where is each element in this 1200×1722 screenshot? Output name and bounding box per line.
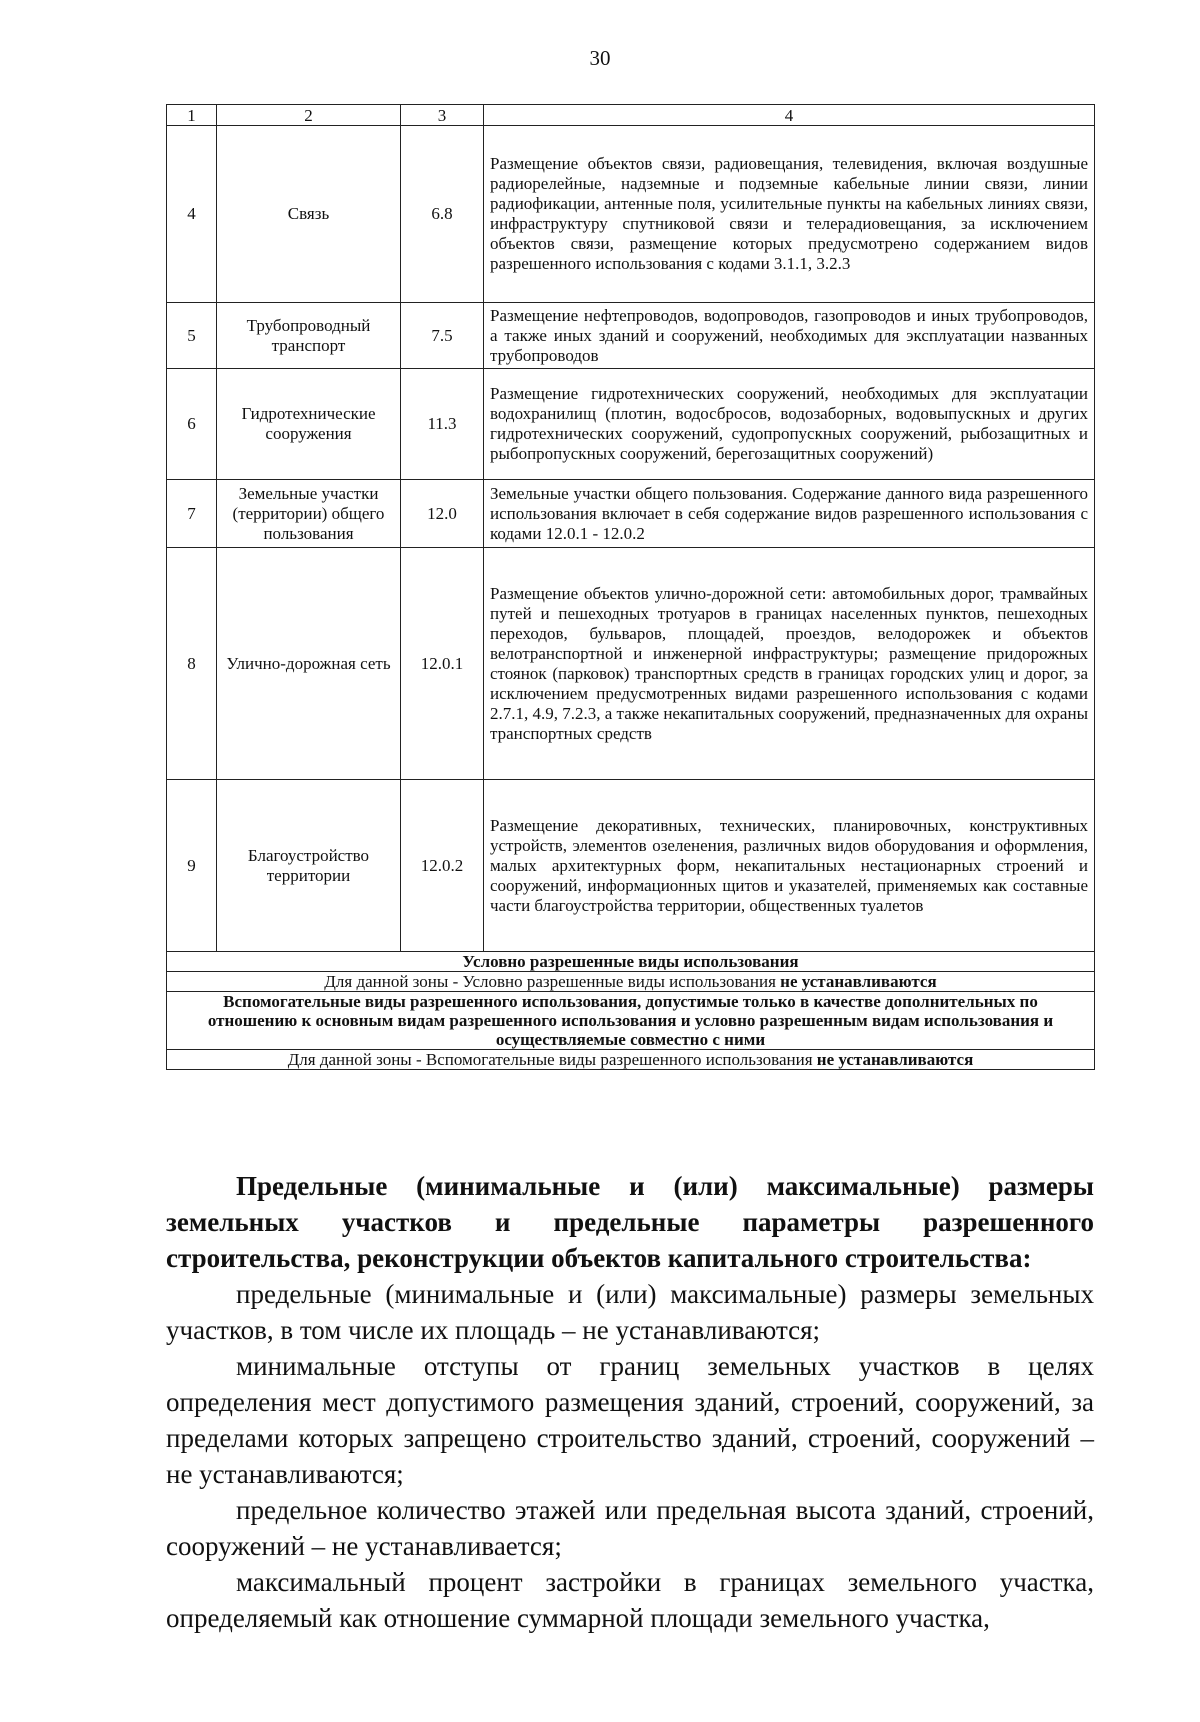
conditional-uses-note bbox=[167, 972, 1095, 992]
paragraph: предельные (минимальные и (или) максимальные) размеры земельных участков, в том числе их площадь – не устанавливаются; bbox=[166, 1279, 1094, 1345]
auxiliary-note-text: Для данной зоны - Вспомогательные виды разрешенного использования bbox=[287, 1050, 817, 1069]
auxiliary-uses-note bbox=[167, 1050, 1095, 1070]
column-header-3: 3 bbox=[401, 105, 484, 126]
page-number: 30 bbox=[589, 46, 611, 70]
use-type-description: Размещение декоративных, технических, планировочных, конструктивных устройств, элементов озеленения, различных видов оборудования и оформления, малых архитектурных форм, некапитальных нестационарных строений и сооружений, информационных щитов и указателей, применяемых как составные части благоустройства территории, общественных туалетов bbox=[484, 780, 1095, 952]
use-type-description: Размещение объектов связи, радиовещания, телевидения, включая воздушные радиорелейные, надземные и подземные кабельные линии связи, линии радиофикации, антенные поля, усилительные пункты на кабельных линиях связи, инфраструктуру спутниковой связи и телерадиовещания, за исключением объектов связи, размещение которых предусмотрено содержанием видов разрешенного использования с кодами 3.1.1, 3.2.3 bbox=[484, 126, 1095, 303]
row-number: 8 bbox=[167, 548, 217, 780]
conditional-uses-heading: Условно разрешенные виды использования bbox=[167, 952, 1095, 972]
land-use-table bbox=[166, 104, 1095, 1070]
table-row bbox=[167, 303, 1095, 369]
auxiliary-uses-note-row bbox=[167, 1050, 1095, 1070]
row-number: 7 bbox=[167, 480, 217, 548]
row-number: 4 bbox=[167, 126, 217, 303]
use-type-description: Размещение гидротехнических сооружений, необходимых для эксплуатации водохранилищ (плотин, водосбросов, водозаборных, водовыпускных и других гидротехнических сооружений, судопропускных сооружений, рыбозащитных и рыбопропускных сооружений, берегозащитных сооружений) bbox=[484, 369, 1095, 480]
use-type-name: Трубопроводный транспорт bbox=[217, 303, 401, 369]
use-type-name: Улично-дорожная сеть bbox=[217, 548, 401, 780]
paragraph: минимальные отступы от границ земельных участков в целях определения мест допустимого размещения зданий, строений, сооружений, за пределами которых запрещено строительство зданий, строений, сооружений – не устанавливаются; bbox=[166, 1351, 1094, 1489]
row-number: 6 bbox=[167, 369, 217, 480]
column-header-4: 4 bbox=[484, 105, 1095, 126]
column-header-1: 1 bbox=[167, 105, 217, 126]
table-row bbox=[167, 126, 1095, 303]
use-type-name: Земельные участки (территории) общего пользования bbox=[217, 480, 401, 548]
parameters-section bbox=[166, 1168, 1094, 1636]
table-row bbox=[167, 548, 1095, 780]
use-type-code: 7.5 bbox=[401, 303, 484, 369]
paragraph: максимальный процент застройки в границах земельного участка, определяемый как отношение суммарной площади земельного участка, bbox=[166, 1567, 1094, 1633]
table-header-row bbox=[167, 105, 1095, 126]
row-number: 9 bbox=[167, 780, 217, 952]
use-type-description: Земельные участки общего пользования. Содержание данного вида разрешенного использования включает в себя содержание видов разрешенного использования с кодами 12.0.1 - 12.0.2 bbox=[484, 480, 1095, 548]
table-row bbox=[167, 780, 1095, 952]
paragraph: предельное количество этажей или предельная высота зданий, строений, сооружений – не устанавливается; bbox=[166, 1495, 1094, 1561]
conditional-uses-note-row bbox=[167, 972, 1095, 992]
auxiliary-note-bold: не устанавливаются bbox=[816, 1050, 974, 1069]
use-type-name: Благоустройство территории bbox=[217, 780, 401, 952]
auxiliary-uses-heading: Вспомогательные виды разрешенного использования, допустимые только в качестве дополнительных по отношению к основным видам разрешенного использования и условно разрешенным видам использования и осуществляемые совместно с ними bbox=[167, 992, 1095, 1050]
conditional-note-bold: не устанавливаются bbox=[780, 972, 937, 991]
use-type-code: 12.0.1 bbox=[401, 548, 484, 780]
conditional-note-text: Для данной зоны - Условно разрешенные виды использования bbox=[324, 972, 781, 991]
use-type-code: 12.0.2 bbox=[401, 780, 484, 952]
use-type-code: 11.3 bbox=[401, 369, 484, 480]
use-type-description: Размещение нефтепроводов, водопроводов, газопроводов и иных трубопроводов, а также иных зданий и сооружений, необходимых для эксплуатации названных трубопроводов bbox=[484, 303, 1095, 369]
use-type-name: Связь bbox=[217, 126, 401, 303]
use-type-description: Размещение объектов улично-дорожной сети: автомобильных дорог, трамвайных путей и пешеходных тротуаров в границах населенных пунктов, пешеходных переходов, бульваров, площадей, проездов, велодорожек и объектов велотранспортной и инженерной инфраструктуры; размещение придорожных стоянок (парковок) транспортных средств в границах городских улиц и дорог, за исключением предусмотренных видами разрешенного использования с кодами 2.7.1, 4.9, 7.2.3, а также некапитальных сооружений, предназначенных для охраны транспортных средств bbox=[484, 548, 1095, 780]
use-type-code: 12.0 bbox=[401, 480, 484, 548]
auxiliary-uses-heading-row bbox=[167, 992, 1095, 1050]
table-row bbox=[167, 369, 1095, 480]
use-type-code: 6.8 bbox=[401, 126, 484, 303]
table-row bbox=[167, 480, 1095, 548]
row-number: 5 bbox=[167, 303, 217, 369]
conditional-uses-heading-row bbox=[167, 952, 1095, 972]
column-header-2: 2 bbox=[217, 105, 401, 126]
use-type-name: Гидротехнические сооружения bbox=[217, 369, 401, 480]
section-heading: Предельные (минимальные и (или) максимальные) размеры земельных участков и предельные параметры разрешенного строительства, реконструкции объектов капитального строительства: bbox=[166, 1171, 1094, 1273]
